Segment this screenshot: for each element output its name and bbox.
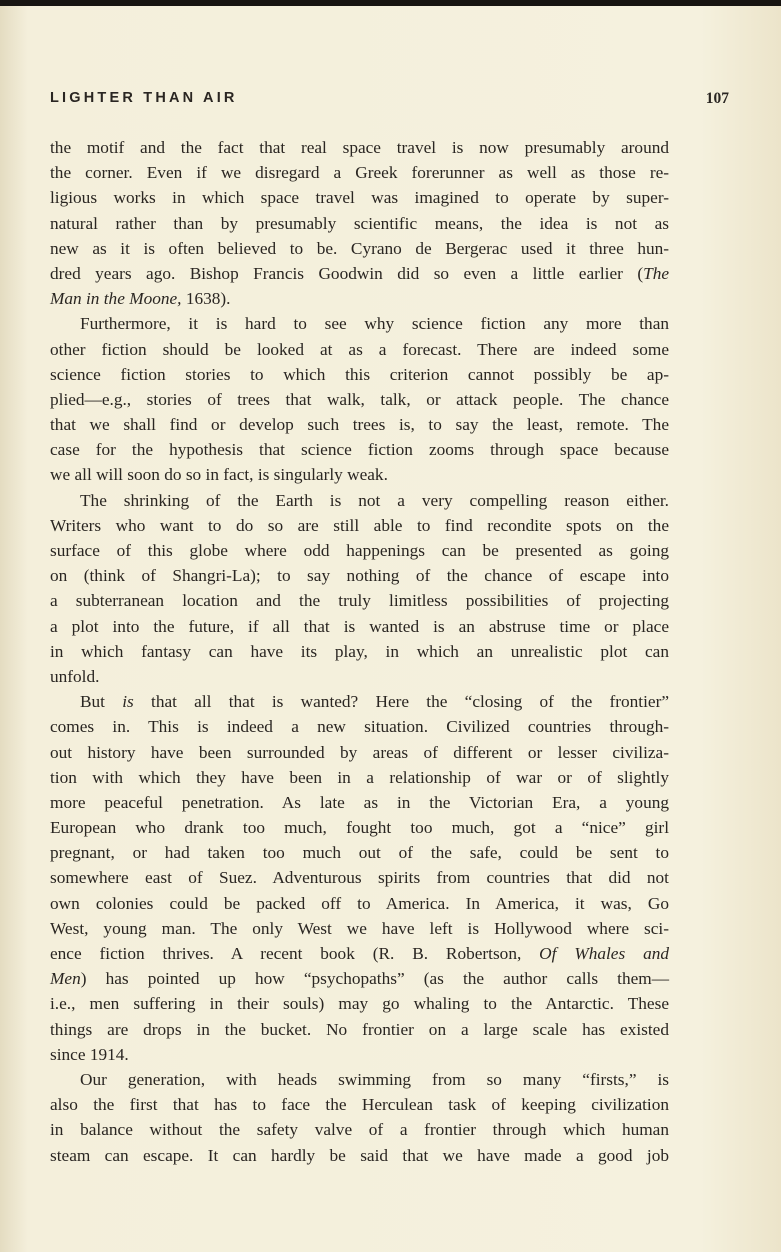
text-line: in balance without the safety valve of a frontier through which human [50, 1120, 669, 1140]
text-line: on (think of Shangri-La); to say nothing of the chance of escape into [50, 566, 669, 586]
text-line: the corner. Even if we disregard a Greek forerunner as well as those re- [50, 163, 669, 183]
italic-phrase: The [643, 263, 669, 283]
text-line: surface of this globe where odd happenings can be presented as going [50, 541, 669, 560]
text-line: ligious works in which space travel was imagined to operate by super- [50, 188, 669, 208]
page-number: 107 [705, 90, 729, 107]
text-line: science fiction stories to which this criterion cannot possibly be ap- [50, 364, 669, 384]
text-line: ence fiction thrives. A recent book (R. B. Robertson, Of Whales and [50, 944, 670, 963]
text-line: a subterranean location and the truly limitless possibilities of projecting [50, 591, 669, 611]
text-line: Our generation, with heads swimming from so many “firsts,” is [80, 1069, 669, 1089]
text-line: somewhere east of Suez. Adventurous spirits from countries that did not [50, 868, 669, 888]
text-line: since 1914. [50, 1044, 129, 1064]
text-line: in which fantasy can have its play, in which an unrealistic plot can [50, 641, 669, 661]
text-line: a plot into the future, if all that is wanted is an abstruse time or place [50, 616, 669, 636]
text-line: The shrinking of the Earth is not a very compelling reason either. [80, 490, 669, 510]
text-line: Man in the Moone, 1638). [50, 289, 231, 309]
text-line: dred years ago. Bishop Francis Goodwin did so even a little earlier (The [50, 263, 669, 283]
text-line: pregnant, or had taken too much out of the safe, could be sent to [50, 843, 669, 863]
text-line: unfold. [50, 666, 100, 686]
italic-phrase: is [122, 692, 134, 712]
text-line: the motif and the fact that real space travel is now presumably around [50, 138, 669, 157]
italic-phrase: Of Whales and [539, 944, 670, 963]
body-text [50, 135, 669, 1168]
text-line: plied—e.g., stories of trees that walk, talk, or attack people. The chance [50, 389, 669, 409]
text-line: But is that all that is wanted? Here the “closing of the frontier” [80, 692, 670, 712]
text-line: West, young man. The only West we have left is Hollywood where sci- [50, 918, 669, 938]
page-header [50, 90, 729, 114]
text-line: new as it is often believed to be. Cyrano de Bergerac used it three hun- [50, 238, 669, 258]
italic-phrase: Man in the Moone, [50, 289, 182, 309]
text-line: other fiction should be looked at as a forecast. There are indeed some [50, 339, 669, 359]
text-line: that we shall find or develop such trees is, to say the least, remote. The [50, 415, 669, 435]
text-line: own colonies could be packed off to America. In America, it was, Go [50, 893, 669, 913]
text-line: i.e., men suffering in their souls) may go whaling to the Antarctic. These [50, 994, 669, 1014]
text-line: European who drank too much, fought too much, got a “nice” girl [50, 818, 669, 838]
text-line: Furthermore, it is hard to see why science fiction any more than [80, 314, 669, 334]
text-line: things are drops in the bucket. No frontier on a large scale has existed [50, 1019, 669, 1039]
text-line: natural rather than by presumably scientific means, the idea is not as [50, 213, 669, 233]
text-line: tion with which they have been in a relationship of war or of slightly [50, 767, 669, 787]
text-line: out history have been surrounded by areas of different or lesser civiliza- [50, 742, 669, 762]
text-line: steam can escape. It can hardly be said that we have made a good job [50, 1145, 669, 1165]
text-line: comes in. This is indeed a new situation. Civilized countries through- [50, 717, 669, 737]
text-line: also the first that has to face the Herculean task of keeping civilization [50, 1095, 669, 1115]
text-line: Writers who want to do so are still able to find recondite spots on the [50, 515, 669, 535]
text-line: Men) has pointed up how “psychopaths” (as the author calls them— [50, 969, 669, 989]
text-line: case for the hypothesis that science fiction zooms through space because [50, 440, 669, 460]
text-line: more peaceful penetration. As late as in the Victorian Era, a young [50, 792, 669, 812]
text-line: we all will soon do so in fact, is singularly weak. [50, 465, 388, 485]
running-title: LIGHTER THAN AIR [50, 90, 238, 106]
italic-phrase: Men [50, 969, 81, 989]
